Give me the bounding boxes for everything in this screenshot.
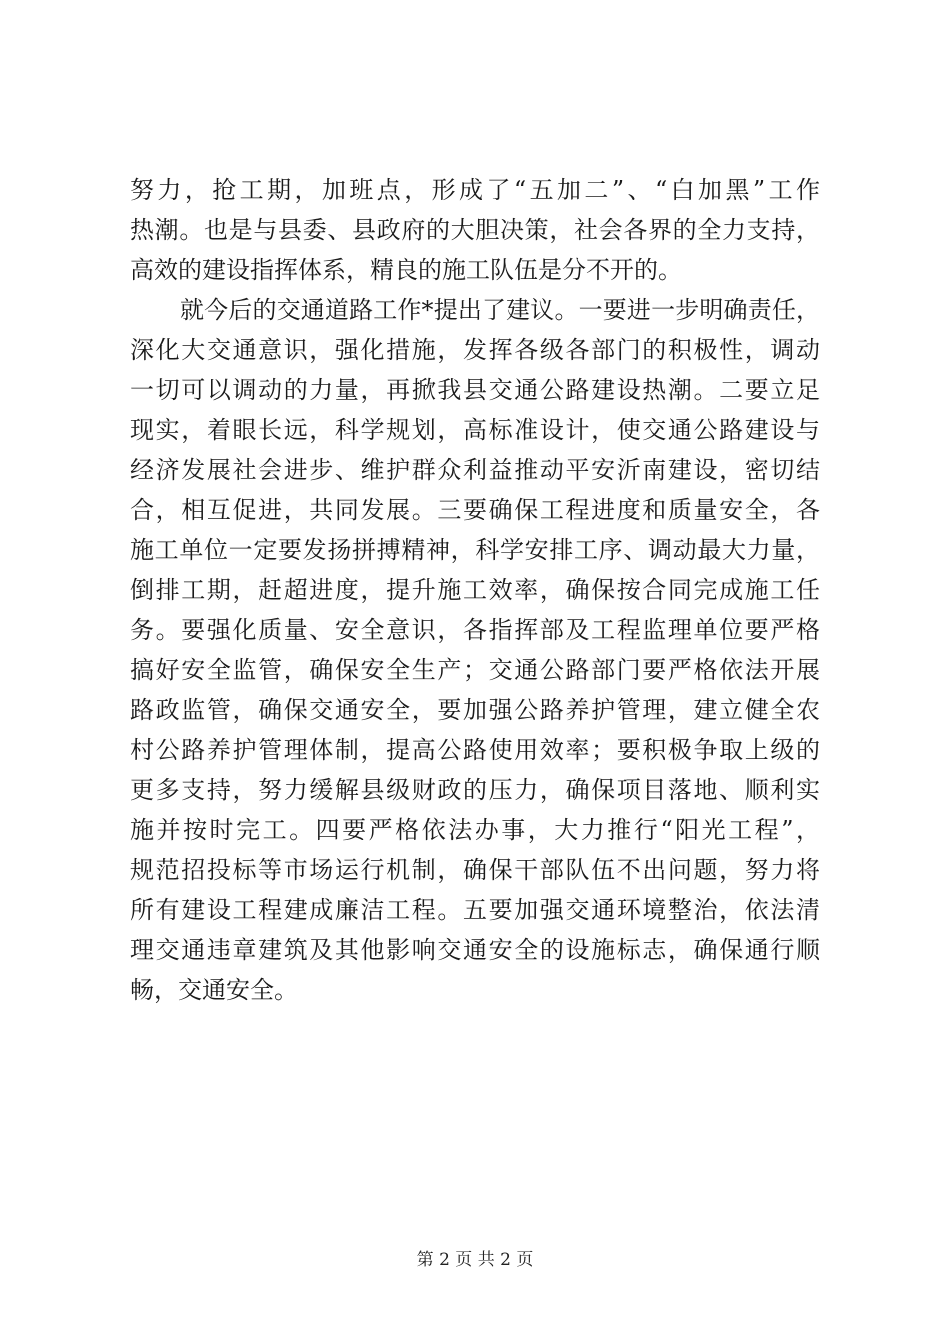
text-line: 所有建设工程建成廉洁工程。五要加强交通环境整治，依法清: [130, 896, 820, 924]
text-line: 高效的建设指挥体系，精良的施工队伍是分不开的。: [130, 256, 682, 284]
text-line: 更多支持，努力缓解县级财政的压力，确保项目落地、顺利实: [130, 776, 820, 804]
text-line: 现实，着眼长远，科学规划，高标准设计，使交通公路建设与: [130, 416, 820, 444]
text-line: 就今后的交通道路工作*提出了建议。一要进一步明确责任，: [180, 296, 820, 324]
paragraph-2: [130, 290, 820, 1010]
text-line: 倒排工期，赶超进度，提升施工效率，确保按合同完成施工任: [130, 576, 820, 604]
document-body: [130, 170, 820, 1010]
text-line: 务。要强化质量、安全意识，各指挥部及工程监理单位要严格: [130, 616, 820, 644]
text-line: 施工单位一定要发扬拼搏精神，科学安排工序、调动最大力量，: [130, 536, 820, 564]
text-line: 一切可以调动的力量，再掀我县交通公路建设热潮。二要立足: [130, 376, 820, 404]
paragraph-1: [130, 170, 820, 290]
text-line: 路政监管，确保交通安全，要加强公路养护管理，建立健全农: [130, 696, 820, 724]
text-line: 理交通违章建筑及其他影响交通安全的设施标志，确保通行顺: [130, 936, 820, 964]
text-line: 施并按时完工。四要严格依法办事，大力推行“阳光工程”，: [130, 816, 820, 844]
text-line: 深化大交通意识，强化措施，发挥各级各部门的积极性，调动: [130, 336, 820, 364]
text-line: 努力，抢工期，加班点，形成了“五加二”、“白加黑”工作: [130, 176, 820, 204]
text-line: 畅，交通安全。: [130, 976, 298, 1004]
text-line: 规范招投标等市场运行机制，确保干部队伍不出问题，努力将: [130, 856, 820, 884]
text-line: 经济发展社会进步、维护群众利益推动平安沂南建设，密切结: [130, 456, 820, 484]
text-line: 搞好安全监管，确保安全生产；交通公路部门要严格依法开展: [130, 656, 820, 684]
text-line: 村公路养护管理体制，提高公路使用效率；要积极争取上级的: [130, 736, 820, 764]
text-line: 热潮。也是与县委、县政府的大胆决策，社会各界的全力支持，: [130, 216, 820, 244]
page-number: 第 2 页 共 2 页: [416, 1250, 534, 1270]
text-line: 合，相互促进，共同发展。三要确保工程进度和质量安全，各: [130, 496, 820, 524]
